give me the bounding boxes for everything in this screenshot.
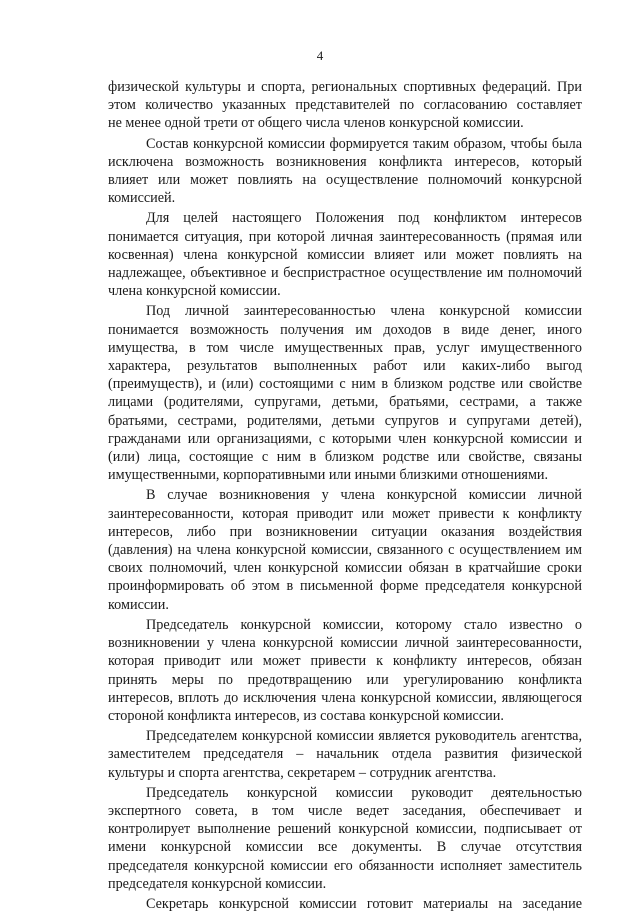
- text-line: председателя конкурсной комиссии его обязанности исполняет заместитель: [108, 857, 582, 874]
- text-line: лицами (родителями, супругами, детьми, братьями, сестрами, а также: [108, 394, 582, 411]
- text-line: Для целей настоящего Положения под конфликтом интересов: [146, 210, 582, 227]
- document-body: [108, 78, 582, 915]
- paragraph: [108, 784, 582, 893]
- text-line: имени конкурсной комиссии все документы. В случае отсутствия: [108, 839, 582, 856]
- text-line: комиссией.: [108, 190, 176, 207]
- text-line: члена конкурсной комиссии.: [108, 283, 281, 300]
- text-line: братьями, сестрами, родителями, детьми супругов и супругами детей),: [108, 412, 582, 429]
- paragraph: [108, 78, 582, 133]
- text-line: (или) лица, состоящие с ним в близком родстве или свойстве, связаны: [108, 449, 582, 466]
- text-line: стороной конфликта интересов, из состава конкурсной комиссии.: [108, 707, 504, 724]
- text-line: интересов, вплоть до исключения члена конкурсной комиссии, являющегося: [108, 689, 582, 706]
- text-line: культуры и спорта агентства, секретарем – сотрудник агентства.: [108, 764, 497, 781]
- paragraph: [108, 727, 582, 782]
- text-line: проинформировать об этом в письменной форме председателя конкурсной: [108, 578, 582, 595]
- text-line: Председатель конкурсной комиссии руководит деятельностью: [146, 784, 582, 801]
- paragraph: [108, 486, 582, 613]
- text-line: Состав конкурсной комиссии формируется таким образом, чтобы была: [146, 135, 582, 152]
- text-line: В случае возникновения у члена конкурсной комиссии личной: [146, 487, 582, 504]
- text-line: Председателем конкурсной комиссии является руководитель агентства,: [146, 728, 582, 745]
- text-line: Под личной заинтересованностью члена конкурсной комиссии: [146, 303, 582, 320]
- paragraph: [108, 135, 582, 208]
- text-line: комиссии.: [108, 596, 169, 613]
- page-number: 4: [316, 48, 324, 63]
- paragraph: [108, 616, 582, 725]
- text-line: интересов, либо при возникновении ситуации оказания воздействия: [108, 523, 582, 540]
- text-line: гражданами или организациями, с которыми член конкурсной комиссии и: [108, 430, 582, 447]
- text-line: принять меры по предотвращению или урегулированию конфликта: [108, 671, 582, 688]
- paragraph: [108, 895, 582, 913]
- text-line: (преимуществ), и (или) состоящими с ним в близком родстве или свойстве: [108, 376, 582, 393]
- text-line: экспертного совета, в том числе ведет заседания, обеспечивает и: [108, 802, 582, 819]
- text-line: этом количество указанных представителей по согласованию составляет: [108, 97, 582, 114]
- text-line: Председатель конкурсной комиссии, которому стало известно о: [146, 616, 582, 633]
- text-line: контролирует выполнение решений конкурсной комиссии, подписывает от: [108, 821, 582, 838]
- text-line: не менее одной трети от общего числа членов конкурсной комиссии.: [108, 115, 524, 132]
- text-line: влияет или может повлиять на осуществление полномочий конкурсной: [108, 172, 582, 189]
- text-line: заместителем председателя – начальник отдела развития физической: [108, 746, 582, 763]
- text-line: председателя конкурсной комиссии.: [108, 875, 327, 892]
- text-line: физической культуры и спорта, региональных спортивных федераций. При: [108, 79, 582, 95]
- text-line: имущественными, корпоративными или иными близкими отношениями.: [108, 467, 549, 484]
- text-line: косвенная) члена конкурсной комиссии влияет или может повлиять на: [108, 246, 582, 263]
- text-line: понимается возможность получения им доходов в виде денег, иного: [108, 321, 582, 338]
- text-line: возникновении у члена конкурсной комиссии личной заинтересованности,: [108, 635, 582, 652]
- text-line: понимается ситуация, при которой личная заинтересованность (прямая или: [108, 228, 582, 245]
- text-line: исключена возможность возникновения конфликта интересов, который: [108, 153, 582, 170]
- text-line: своих полномочий, член конкурсной комиссии обязан в кратчайшие сроки: [108, 560, 582, 577]
- text-line: имущества, в том числе имущественных прав, услуг имущественного: [108, 339, 582, 356]
- text-line: характера, результатов выполненных работ или каких-либо выгод: [108, 358, 582, 375]
- paragraph: [108, 209, 582, 300]
- text-line: Секретарь конкурсной комиссии готовит материалы на заседание: [146, 895, 582, 912]
- text-line: заинтересованности, которая приводит или может привести к конфликту: [108, 505, 582, 522]
- paragraph: [108, 302, 582, 484]
- text-line: надлежащее, объективное и беспристрастное осуществление им полномочий: [108, 265, 582, 282]
- text-line: (давления) на члена конкурсной комиссии, связанного с осуществлением им: [108, 542, 582, 559]
- text-line: которая приводит или может привести к конфликту интересов, обязан: [108, 653, 582, 670]
